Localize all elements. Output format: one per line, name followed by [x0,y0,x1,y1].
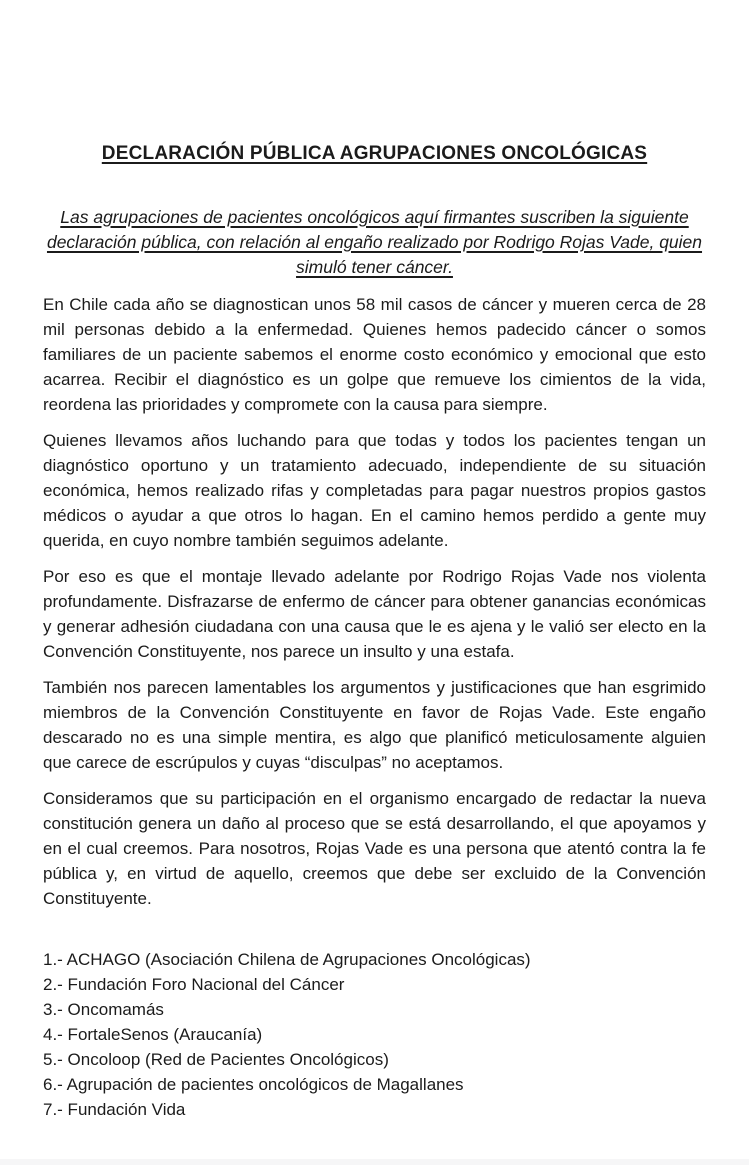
declaration-subtitle: Las agrupaciones de pacientes oncológicos aquí firmantes suscriben la siguiente declaración pública, con relación al engaño realizado por Rodrigo Rojas Vade, quien simuló tener cáncer. [46,207,703,277]
declaration-paragraph: También nos parecen lamentables los argumentos y justificaciones que han esgrimido miembros de la Convención Constituyente en favor de Rojas Vade. Este engaño descarado no es una simple mentira, es algo que planificó meticulosamente alguien que carece de escrúpulos y cuyas “disculpas” no aceptamos. [43,678,706,772]
signatory-item: 5.- Oncoloop (Red de Pacientes Oncológicos) [43,1050,389,1069]
declaration-paragraph: Por eso es que el montaje llevado adelante por Rodrigo Rojas Vade nos violenta profundamente. Disfrazarse de enfermo de cáncer para obtener ganancias económicas y generar adhesión ciudadana con una causa que le es ajena y le valió ser electo en la Convención Constituyente, nos parece un insulto y una estafa. [43,567,706,661]
signatory-item: 6.- Agrupación de pacientes oncológicos de Magallanes [43,1075,464,1094]
signatory-item: 2.- Fundación Foro Nacional del Cáncer [43,975,345,994]
signatory-item: 3.- Oncomamás [43,1000,164,1019]
signatory-item: 7.- Fundación Vida [43,1100,186,1119]
signatories-list [43,947,706,1122]
declaration-body [43,292,706,911]
declaration-paragraph: Consideramos que su participación en el organismo encargado de redactar la nueva constitución genera un daño al proceso que se está desarrollando, el que apoyamos y en el cual creemos. Para nosotros, Rojas Vade es una persona que atentó contra la fe pública y, en virtud de aquello, creemos que debe ser excluido de la Convención Constituyente. [43,789,706,908]
bottom-edge-strip [0,1159,749,1165]
declaration-paragraph: Quienes llevamos años luchando para que todas y todos los pacientes tengan un diagnóstico oportuno y un tratamiento adecuado, independiente de su situación económica, hemos realizado rifas y completadas para pagar nuestros propios gastos médicos o ayudar a que otros lo hagan. En el camino hemos perdido a gente muy querida, en cuyo nombre también seguimos adelante. [43,431,706,550]
declaration-paragraph: En Chile cada año se diagnostican unos 58 mil casos de cáncer y mueren cerca de 28 mil personas debido a la enfermedad. Quienes hemos padecido cáncer o somos familiares de un paciente sabemos el enorme costo económico y emocional que esto acarrea. Recibir el diagnóstico es un golpe que remueve los cimientos de la vida, reordena las prioridades y compromete con la causa para siempre. [43,295,706,414]
signatory-item: 4.- FortaleSenos (Araucanía) [43,1025,263,1044]
signatory-item: 1.- ACHAGO (Asociación Chilena de Agrupaciones Oncológicas) [43,950,531,969]
page-title: DECLARACIÓN PÚBLICA AGRUPACIONES ONCOLÓGICAS [101,143,648,164]
